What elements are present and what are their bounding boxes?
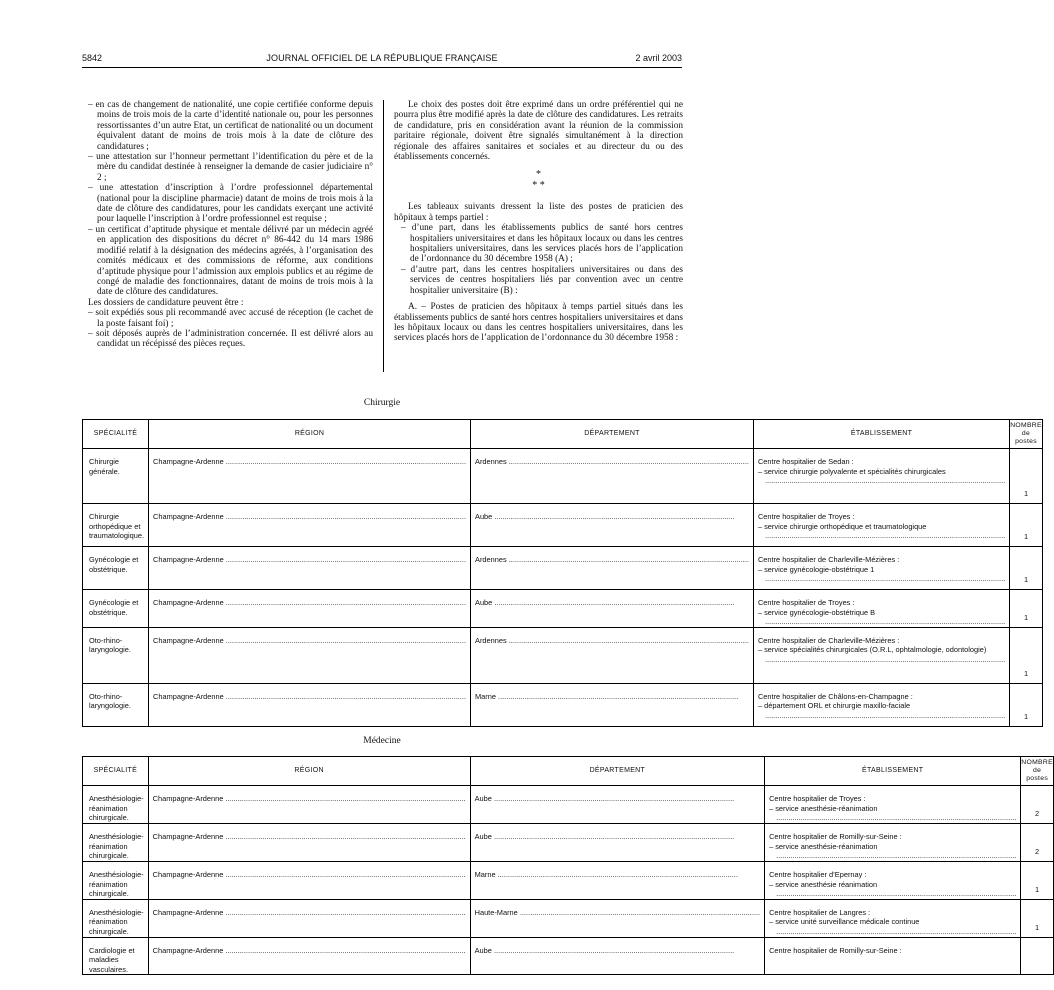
table-row [83,590,1043,628]
specialite-text: Anesthésiologie-réanimation chirurgicale. [89,832,144,861]
cell-region [148,862,470,900]
table-row [83,899,1054,937]
etablissement-name: Centre hospitalier de Troyes : [757,598,855,607]
cell-region [149,590,471,628]
cell-specialite [83,824,149,862]
service-text: – service anesthésie-réanimation ..... [769,842,1016,861]
cell-specialite [83,504,149,547]
issue-date: 2 avril 2003 [635,53,682,63]
cell-region [149,504,471,547]
cell-departement [471,449,754,504]
specialite-text: Oto-rhino-laryngologie. [89,691,131,711]
cell-specialite [83,937,149,975]
list-item: – d’autre part, dans les centres hospitaliers universitaires ou dans des services de centres hospitaliers liés par convention avec un centre hospitalier universitaire (B) : [401,264,683,296]
specialite-text: Gynécologie et obstétrique. [89,598,139,617]
service-text: – service gynécologie-obstétrique 1 ..... [758,565,1005,584]
right-text-column [394,100,683,344]
cell-region [148,786,470,824]
cell-nombre [1010,449,1043,504]
header-departement: DÉPARTEMENT [471,420,754,449]
departement-text: Ardennes ..... [475,636,749,645]
departement-text: Aube ..... [475,512,735,521]
etablissement-name: Centre hospitalier d’Epernay : [769,870,867,879]
specialite-text: Oto-rhino-laryngologie. [89,635,131,655]
cell-nombre [1010,683,1043,726]
region-text: Champagne-Ardenne ..... [153,598,466,607]
cell-specialite [83,449,149,504]
departement-text: Ardennes ..... [475,555,749,564]
header-etablissement: ÉTABLISSEMENT [765,757,1021,786]
section-title-chirurgie: Chirurgie [363,398,401,408]
header-nombre-line1: NOMBRE [1021,759,1053,766]
region-text: Champagne-Ardenne ..... [153,555,466,564]
paragraph: – une attestation sur l’honneur permettant l’identification du père et de la mère du candidat destinée à renseigner la demande de casier judiciaire n° 2 ; [88,152,373,183]
cell-nombre [1021,786,1054,824]
cell-nombre [1021,899,1054,937]
departement-text: Ardennes ..... [475,457,749,466]
nombre-postes: 1 [1035,885,1040,895]
table-row [83,547,1043,590]
header-nombre-line1: NOMBRE [1010,422,1042,429]
table-row [83,824,1054,862]
column-separator [383,100,384,372]
header-specialite: SPÉCIALITÉ [83,420,149,449]
service-text: – service spécialités chirurgicales (O.R.L, ophtalmologie, odontologie) ..... [758,645,1005,664]
service-text: – service unité surveillance médicale continue ..... [769,917,1016,936]
cell-etablissement [753,547,1009,590]
cell-etablissement [765,824,1021,862]
table-row [83,683,1043,726]
specialite-text: Cardiologie et maladies vasculaires. [89,945,135,974]
cell-region [148,937,470,975]
cell-departement [470,862,764,900]
service-text: – service chirurgie polyvalente et spécialités chirurgicales ..... [758,467,1005,486]
header-departement: DÉPARTEMENT [470,757,764,786]
nombre-postes: 1 [1035,922,1040,932]
etablissement-name: Centre hospitalier de Charleville-Mézières : [757,555,900,564]
cell-nombre [1021,937,1054,975]
cell-etablissement [765,937,1021,975]
cell-etablissement [753,504,1009,547]
header-specialite: SPÉCIALITÉ [83,757,149,786]
table-header-row [83,420,1043,449]
departement-text: Haute-Marne ..... [475,908,760,917]
cell-specialite [83,899,149,937]
nombre-postes: 1 [1023,669,1029,679]
table-header-row [83,757,1054,786]
table-row [83,449,1043,504]
region-text: Champagne-Ardenne ..... [153,946,466,955]
specialite-text: Anesthésiologie-réanimation chirurgicale. [89,870,144,899]
paragraph: – un certificat d’aptitude physique et mentale délivré par un médecin agréé en application des dispositions du décret n° 86-442 du 14 mars 1986 modifié relatif à la désignation des médecins agréés, à l’organisation des comités médicaux et des commissions de réforme, aux conditions d’aptitude physique pour l’admission aux emplois publics et au régime de congé de maladie des fonctionnaires, datant de moins de trois mois à la date de clôture des candidatures. [88,224,373,298]
service-text: – service gynécologie-obstétrique B ..... [758,608,1005,627]
table-medecine [82,756,1054,975]
star-line: * * [532,180,545,192]
departement-text: Aube ..... [475,794,735,803]
departement-text: Marne ..... [475,692,738,701]
departement-text: Aube ..... [475,598,735,607]
specialite-text: Chirurgie orthopédique et traumatologique. [89,512,145,541]
section-break-stars [394,170,683,192]
header-etablissement: ÉTABLISSEMENT [753,420,1009,449]
header-nombre-line2: de postes [1015,430,1037,445]
paragraph: – en cas de changement de nationalité, une copie certifiée conforme depuis moins de trois mois de la carte d’identité nationale ou, pour les personnes ressortissantes d’un autre Etat, un certificat de nationalité ou un document équivalent datant de moins de trois mois à la date de clôture des candidatures ; [88,100,373,152]
paragraph: – une attestation d’inscription à l’ordre professionnel départemental (national pour la discipline pharmacie) datant de moins de trois mois à la date de clôture des candidatures, pour les candidats exerçant une activité pour laquelle l’inscription à l’ordre professionnel est requise ; [88,183,373,225]
specialite-text: Chirurgie générale. [89,457,120,476]
specialite-text: Anesthésiologie-réanimation chirurgicale. [89,794,144,823]
departement-text: Aube ..... [475,946,735,955]
nombre-postes: 1 [1023,712,1029,722]
cell-specialite [83,683,149,726]
table-row [83,786,1054,824]
list-item: – d’une part, dans les établissements publics de santé hors centres hospitaliers universitaires et dans les hôpitaux locaux ou dans les centres hospitaliers universitaires, dans les services placés hors de l’application de l’ordonnance du 30 décembre 1958 (A) ; [401,223,683,265]
cell-specialite [83,786,149,824]
cell-departement [471,547,754,590]
region-text: Champagne-Ardenne ..... [153,832,466,841]
header-region: RÉGION [149,420,471,449]
journal-title: JOURNAL OFFICIEL DE LA RÉPUBLIQUE FRANÇAISE [266,53,498,63]
etablissement-name: Centre hospitalier de Romilly-sur-Seine : [769,832,902,841]
paragraph: Les tableaux suivants dressent la liste des postes de praticien des hôpitaux à temps partiel : [394,202,683,223]
cell-departement [471,590,754,628]
region-text: Champagne-Ardenne ..... [153,794,466,803]
etablissement-name: Centre hospitalier de Troyes : [757,512,855,521]
departement-text: Marne ..... [475,870,738,879]
cell-etablissement [753,590,1009,628]
region-text: Champagne-Ardenne ..... [153,457,466,466]
cell-departement [471,627,754,683]
etablissement-name: Centre hospitalier de Châlons-en-Champagne : [757,691,913,701]
cell-specialite [83,590,149,628]
cell-etablissement [765,899,1021,937]
service-text: – département ORL et chirurgie maxillo-faciale ..... [758,701,1005,720]
cell-specialite [83,862,149,900]
paragraph: Le choix des postes doit être exprimé dans un ordre préférentiel qui ne pourra plus être modifié après la date de clôture des candidatures. Les retraits de candidature, pris en considération avant la réunion de la commission paritaire régionale, doivent être signalés simultanément à la direction régionale des affaires sanitaires et sociales et au directeur du ou des établissements concernés. [394,100,683,163]
paragraph: Les dossiers de candidature peuvent être : [88,297,244,308]
cell-departement [471,683,754,726]
table-row [83,627,1043,683]
etablissement-name: Centre hospitalier de Troyes : [769,794,866,803]
page-number: 5842 [82,53,103,63]
cell-nombre [1010,504,1043,547]
cell-departement [470,824,764,862]
paragraph: A. – Postes de praticien des hôpitaux à temps partiel situés dans les établissements publics de santé hors centres hospitaliers universitaires et dans les hôpitaux locaux ou dans les centres hospitaliers universitaires, dans les services placés hors de l’application de l’ordonnance du 30 décembre 1958 : [394,302,683,344]
table-chirurgie [82,419,1043,727]
region-text: Champagne-Ardenne ..... [153,692,466,701]
cell-departement [471,504,754,547]
nombre-postes: 2 [1035,809,1040,819]
departement-text: Aube ..... [475,832,735,841]
etablissement-name: Centre hospitalier de Romilly-sur-Seine : [769,945,902,955]
etablissement-name: Centre hospitalier de Charleville-Mézières : [757,635,900,645]
cell-specialite [83,547,149,590]
nombre-postes: 1 [1023,613,1029,623]
cell-etablissement [753,449,1009,504]
cell-departement [470,786,764,824]
service-text: – service chirurgie orthopédique et traumatologique ..... [758,522,1005,541]
header-rule [82,67,682,68]
etablissement-name: Centre hospitalier de Sedan : [757,457,854,466]
service-text: – service anesthésie réanimation ..... [769,880,1016,899]
cell-region [148,899,470,937]
etablissement-name: Centre hospitalier de Langres : [769,907,871,917]
section-title-medecine: Médecine [363,736,401,746]
header-nombre [1010,420,1043,449]
cell-etablissement [753,683,1009,726]
cell-specialite [83,627,149,683]
nombre-postes: 1 [1023,489,1029,499]
cell-region [148,824,470,862]
table-row [83,862,1054,900]
nombre-postes: 1 [1023,532,1029,542]
cell-nombre [1010,627,1043,683]
cell-region [149,683,471,726]
paragraph: – soit déposés auprès de l’administration concernée. Il est délivré alors au candidat un récépissé des pièces reçues. [88,328,373,350]
service-text: – service anesthésie-réanimation ..... [769,804,1016,823]
region-text: Champagne-Ardenne ..... [153,636,466,645]
cell-nombre [1010,590,1043,628]
header-region: RÉGION [148,757,470,786]
region-text: Champagne-Ardenne ..... [153,908,466,917]
header-nombre [1021,757,1054,786]
table-row [83,937,1054,975]
cell-region [149,449,471,504]
cell-departement [470,899,764,937]
region-text: Champagne-Ardenne ..... [153,512,466,521]
region-text: Champagne-Ardenne ..... [153,870,466,879]
cell-region [149,547,471,590]
cell-etablissement [765,786,1021,824]
table-row [83,504,1043,547]
star-line: * [536,169,541,181]
specialite-text: Gynécologie et obstétrique. [89,555,139,574]
cell-etablissement [753,627,1009,683]
cell-region [149,627,471,683]
cell-etablissement [765,862,1021,900]
nombre-postes: 2 [1035,847,1040,857]
left-text-column [88,100,373,350]
page-header [82,53,682,67]
cell-nombre [1010,547,1043,590]
paragraph: – soit expédiés sous pli recommandé avec accusé de réception (le cachet de la poste faisant foi) ; [88,308,373,329]
cell-nombre [1021,862,1054,900]
specialite-text: Anesthésiologie-réanimation chirurgicale. [89,907,144,936]
cell-departement [470,937,764,975]
header-nombre-line2: de postes [1026,767,1049,782]
nombre-postes: 1 [1023,575,1029,585]
cell-nombre [1021,824,1054,862]
